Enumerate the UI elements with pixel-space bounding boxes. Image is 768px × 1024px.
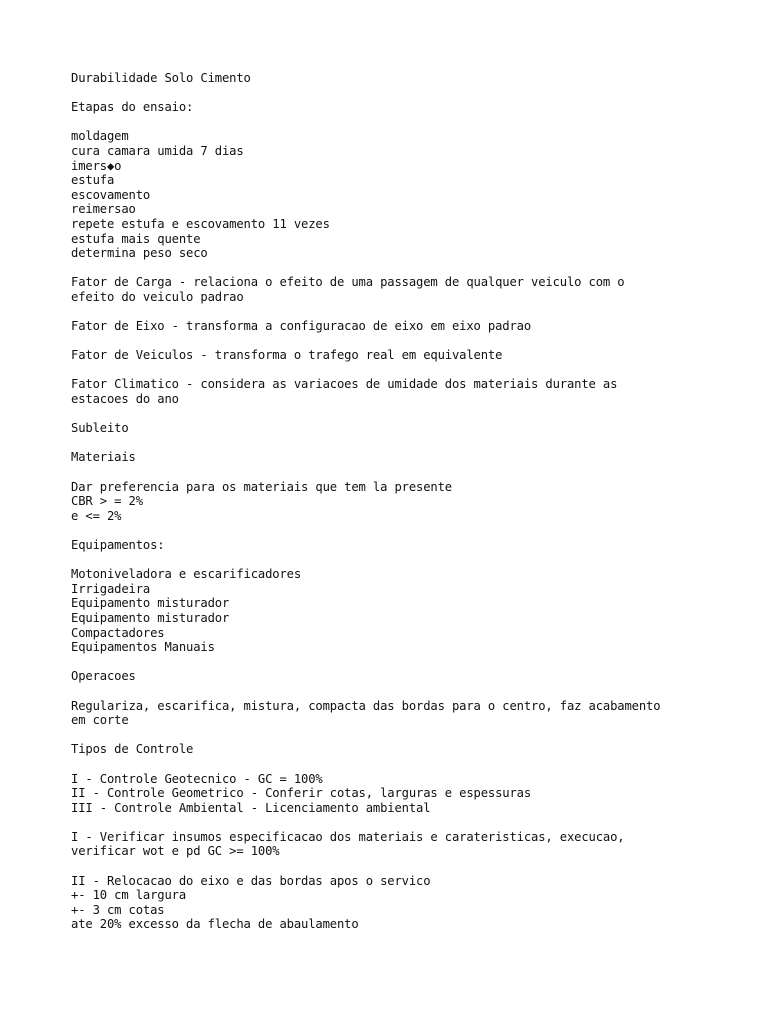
paragraph (71, 100, 751, 115)
paragraph (71, 129, 751, 260)
paragraph (71, 348, 751, 363)
paragraph (71, 538, 751, 553)
text-line: III - Controle Ambiental - Licenciamento ambiental (71, 800, 431, 815)
text-line: Irrigadeira (71, 581, 151, 596)
text-line: Equipamentos: (71, 538, 165, 552)
text-line: I - Verificar insumos especificacao dos materiais e carateristicas, execucao, (71, 829, 625, 844)
text-line: reimersao (71, 202, 136, 217)
text-line: Tipos de Controle (71, 742, 194, 757)
text-line: Fator de Veiculos - transforma o trafego real em equivalente (71, 348, 503, 363)
paragraph (71, 699, 751, 728)
text-line: determina peso seco (71, 246, 208, 261)
paragraph (71, 830, 751, 859)
text-line: Fator Climatico - considera as variacoes de umidade dos materiais durante as (71, 377, 618, 392)
text-line: imers◆o (71, 158, 122, 173)
paragraph (71, 742, 751, 757)
text-line: efeito do veiculo padrao (71, 289, 244, 304)
text-line: repete estufa e escovamento 11 vezes (71, 216, 330, 231)
text-line: +- 10 cm largura (71, 888, 186, 903)
paragraph (71, 567, 751, 655)
text-line: Operacoes (71, 669, 136, 684)
title-line: Durabilidade Solo Cimento (71, 71, 251, 85)
paragraph (71, 874, 751, 932)
paragraph (71, 669, 751, 684)
text-line: escovamento (71, 187, 151, 202)
text-line: em corte (71, 713, 129, 728)
text-line: e <= 2% (71, 508, 122, 523)
paragraph-list (71, 100, 751, 932)
text-line: Regulariza, escarifica, mistura, compacta das bordas para o centro, faz acabamento (71, 698, 661, 713)
text-line: Equipamento misturador (71, 596, 230, 611)
text-line: CBR > = 2% (71, 494, 143, 509)
text-line: Dar preferencia para os materiais que tem la presente (71, 479, 452, 494)
text-line: Etapas do ensaio: (71, 100, 194, 115)
text-line: II - Controle Geometrico - Conferir cotas, larguras e espessuras (71, 786, 531, 801)
paragraph (71, 319, 751, 334)
text-line: +- 3 cm cotas (71, 902, 165, 917)
text-line: I - Controle Geotecnico - GC = 100% (71, 771, 323, 786)
text-line: Fator de Carga - relaciona o efeito de uma passagem de qualquer veiculo com o (71, 275, 625, 290)
text-line: Equipamentos Manuais (71, 640, 215, 655)
document-title (71, 71, 751, 86)
text-line: estufa (71, 173, 115, 188)
text-line: Motoniveladora e escarificadores (71, 567, 301, 582)
paragraph (71, 480, 751, 524)
text-line: verificar wot e pd GC >= 100% (71, 844, 280, 859)
document-body (71, 71, 751, 947)
text-line: Fator de Eixo - transforma a configuracao de eixo em eixo padrao (71, 319, 531, 334)
text-line: II - Relocacao do eixo e das bordas apos o servico (71, 873, 431, 888)
text-line: Subleito (71, 421, 129, 436)
paragraph (71, 450, 751, 465)
text-line: estufa mais quente (71, 231, 201, 246)
paragraph (71, 772, 751, 816)
text-line: Equipamento misturador (71, 610, 230, 625)
text-line: cura camara umida 7 dias (71, 143, 244, 158)
paragraph (71, 421, 751, 436)
paragraph (71, 275, 751, 304)
text-line: Compactadores (71, 625, 165, 640)
text-line: Materiais (71, 450, 136, 465)
text-line: estacoes do ano (71, 392, 179, 407)
text-line: moldagem (71, 129, 129, 144)
text-line: ate 20% excesso da flecha de abaulamento (71, 917, 359, 932)
paragraph (71, 377, 751, 406)
